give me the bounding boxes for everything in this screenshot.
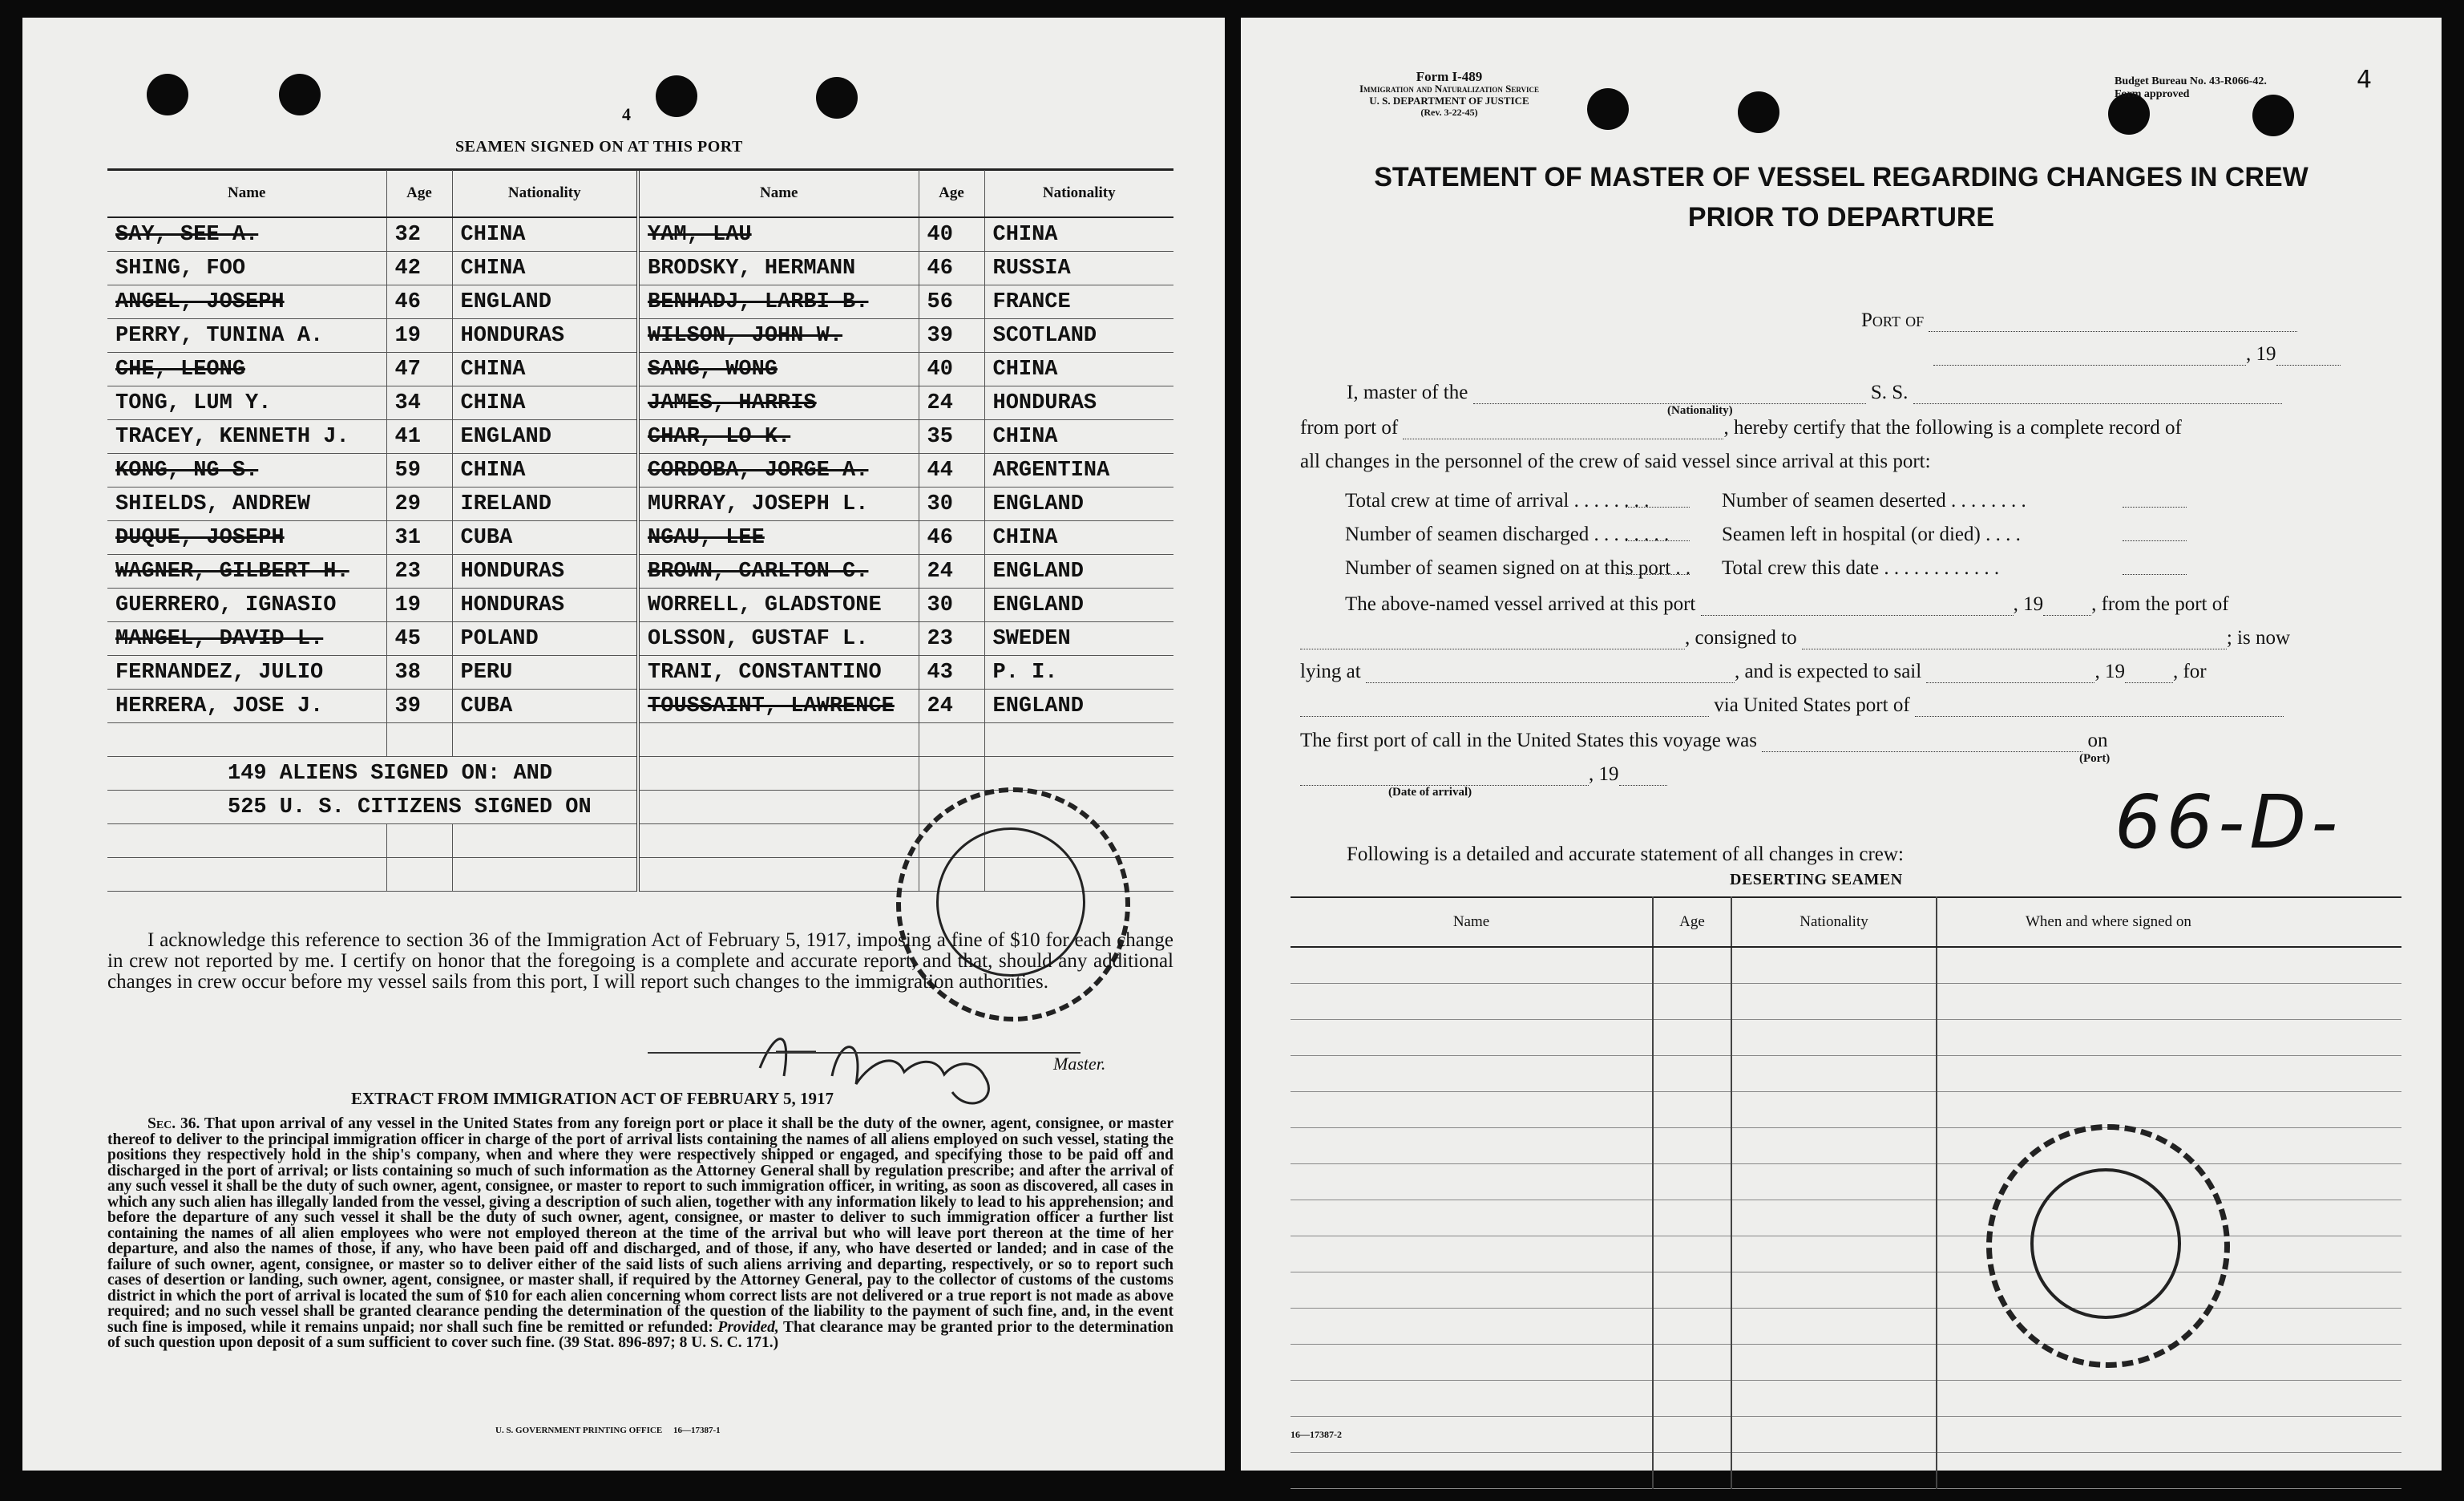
lying-at-label: lying at (1300, 661, 1361, 682)
port-of-row (1861, 310, 2297, 332)
from-port-label: from port of (1300, 417, 1399, 439)
seaman-age: 44 (919, 454, 984, 488)
table-row (1291, 1020, 2401, 1056)
date-row (1933, 343, 2341, 366)
seaman-name: TONG, LUM Y. (107, 386, 386, 420)
totals-row (1345, 552, 2411, 585)
table-row (1291, 1417, 2401, 1453)
seaman-nationality: CHINA (984, 420, 1173, 454)
seaman-age: 38 (386, 656, 452, 690)
sail-year-label: , 19 (2094, 661, 2125, 682)
consigned-row (1300, 627, 2290, 649)
seaman-age: 40 (919, 217, 984, 252)
seaman-name: CORDOBA, JORGE A. (648, 458, 869, 483)
is-now-label: ; is now (2226, 627, 2291, 649)
totals-row (1345, 518, 2411, 552)
sail-year-field[interactable] (2125, 682, 2173, 683)
seamen-signed-on-table (107, 170, 1173, 892)
table-row (107, 386, 1173, 420)
seamen-signed-on-field[interactable] (1626, 552, 1690, 575)
table-row (107, 555, 1173, 589)
seaman-name: SHIELDS, ANDREW (107, 488, 386, 521)
seaman-age: 46 (919, 521, 984, 555)
total-crew-arrival-label: Total crew at time of arrival . . . . . . . . (1345, 490, 1650, 512)
column-header-age: Age (919, 170, 984, 217)
seaman-name: SAY, SEE A. (115, 222, 259, 247)
seaman-nationality: IRELAND (452, 488, 638, 521)
seaman-nationality: HONDURAS (984, 386, 1173, 420)
seaman-name: BRODSKY, HERMANN (638, 252, 919, 285)
right-page (1241, 18, 2442, 1471)
seamen-discharged-field[interactable] (1626, 518, 1690, 541)
seaman-nationality: CHINA (984, 217, 1173, 252)
table-row (1291, 1309, 2401, 1345)
seaman-age: 59 (386, 454, 452, 488)
seamen-deserted-label: Number of seamen deserted . . . . . . . . (1722, 490, 2026, 512)
seaman-nationality: SCOTLAND (984, 319, 1173, 353)
seaman-age: 23 (386, 555, 452, 589)
seamen-hospital-label: Seamen left in hospital (or died) . . . . (1722, 524, 2021, 545)
table-row (1291, 1128, 2401, 1164)
table-row (107, 353, 1173, 386)
seaman-nationality: ENGLAND (984, 488, 1173, 521)
column-header-name: Name (107, 170, 386, 217)
table-row (107, 757, 1173, 791)
table-row (1291, 947, 2401, 984)
nationality-hint: (Nationality) (1667, 404, 1733, 417)
ss-label: S. S. (1870, 382, 1909, 403)
first-port-label: The first port of call in the United States this voyage was (1300, 730, 1758, 751)
date-hint: (Date of arrival) (1388, 786, 1472, 799)
seaman-age: 39 (919, 319, 984, 353)
form-title-line-1: STATEMENT OF MASTER OF VESSEL REGARDING CHANGES IN CREW (1374, 162, 2308, 192)
footer-code: 16—17387-2 (1291, 1429, 1342, 1440)
column-header-age: Age (1653, 897, 1731, 947)
extract-text (107, 1116, 1173, 1351)
seaman-name: GUERRERO, IGNASIO (107, 589, 386, 622)
deserting-seamen-table (1291, 896, 2401, 1489)
seaman-age: 32 (386, 217, 452, 252)
table-row (1291, 1453, 2401, 1489)
agency-name: Immigration and Naturalization Service (1359, 83, 1540, 95)
seaman-age: 30 (919, 589, 984, 622)
date-field[interactable] (1933, 365, 2246, 366)
first-port-row (1300, 730, 2108, 752)
seaman-age: 23 (919, 622, 984, 656)
seaman-nationality: CHINA (984, 521, 1173, 555)
seaman-age: 46 (386, 285, 452, 319)
extract-tail: That clearance may be granted prior to the determination of such question upon deposit of a sum sufficient to cover such fine. (39 Stat. 896-897; 8 U. S. C. 171.) (107, 1318, 1173, 1351)
seaman-name: MANGEL, DAVID L. (115, 626, 324, 651)
budget-info (2115, 75, 2267, 101)
table-row (1291, 1272, 2401, 1309)
seaman-nationality: ENGLAND (984, 589, 1173, 622)
seaman-name: DUQUE, JOSEPH (115, 525, 285, 550)
extract-section: Sec. 36. (147, 1115, 200, 1132)
form-title-line-2: PRIOR TO DEPARTURE (1687, 202, 1995, 233)
seaman-age: 47 (386, 353, 452, 386)
seaman-name: MURRAY, JOSEPH L. (638, 488, 919, 521)
seaman-name: TOUSSAINT, LAWRENCE (648, 694, 895, 718)
destination-field[interactable] (1300, 716, 1709, 717)
arrival-year-label: , 19 (2013, 593, 2044, 615)
citizens-summary: 525 U. S. CITIZENS SIGNED ON (107, 791, 638, 824)
column-header-signed-on: When and where signed on (1937, 897, 2401, 947)
table-row (107, 521, 1173, 555)
table-row (107, 690, 1173, 723)
printer-note: U. S. GOVERNMENT PRINTING OFFICE 16—17387-1 (495, 1426, 721, 1435)
column-header-age: Age (386, 170, 452, 217)
seaman-nationality: ENGLAND (984, 690, 1173, 723)
seaman-nationality: ENGLAND (452, 420, 638, 454)
table-row (1291, 1164, 2401, 1200)
arrival-date-field[interactable] (1701, 615, 2014, 616)
form-title (1241, 157, 2442, 237)
table-row (107, 622, 1173, 656)
port-hint: (Port) (2079, 752, 2111, 765)
left-page (22, 18, 1225, 1471)
seaman-age: 29 (386, 488, 452, 521)
seaman-name: OLSSON, GUSTAF L. (638, 622, 919, 656)
seaman-age: 19 (386, 589, 452, 622)
seaman-age: 34 (386, 386, 452, 420)
seaman-name: NGAU, LEE (648, 525, 765, 550)
totals-grid (1345, 484, 2411, 585)
table-row (1291, 1200, 2401, 1236)
column-header-nationality: Nationality (1731, 897, 1937, 947)
seaman-nationality: CHINA (452, 353, 638, 386)
totals-row (1345, 484, 2411, 518)
table-header-row (1291, 897, 2401, 947)
table-row (107, 319, 1173, 353)
seaman-nationality: CHINA (452, 252, 638, 285)
lying-row (1300, 661, 2207, 683)
form-header (1257, 71, 1642, 119)
seaman-age: 41 (386, 420, 452, 454)
seaman-name: CHAR, LO K. (648, 424, 791, 449)
arrival-row (1345, 593, 2229, 616)
seamen-heading: SEAMEN SIGNED ON AT THIS PORT (455, 138, 743, 156)
seaman-name: TRANI, CONSTANTINO (638, 656, 919, 690)
extract-body: That upon arrival of any vessel in the United States from any foreign port or place it shall be the duty of the owner, agent, consignee, or master thereof to deliver to the principal immigration officer in charge of the port of arrival lists containing the names of all aliens employed on such vessel, stating the positions they respectively hold in the ship's company, when and where they were respectively shipped or engaged, and specifying those to be paid off and discharged in the port of arrival; or lists containing so much of such information as the Attorney General shall by regulation prescribe; and after the arrival of any such vessel it shall be the duty of such owner, agent, consignee, or master to report to such immigration officer, in writing, as soon as discovered, all cases in which any such alien has illegally landed from the vessel, giving a description of such alien, together with any information likely to lead to his apprehension; and before the departure of any such vessel it shall be the duty of such owner, agent, consignee, or master to deliver to such immigration officer a further list containing the names of all alien employees who were not employed thereon at the time of the arrival but who will leave port thereon at the time of her departure, and also the names of those, if any, who have been paid off and discharged, and of those, if any, who have deserted or landed; and in case of the failure of such owner, agent, consignee, or master so to deliver either of the said lists of such aliens arriving and departing, respectively, or so to report such cases of desertion or landing, such owner, agent, consignee, or master shall, if required by the Attorney General, pay to the collector of customs of the customs district in which the port of arrival is located the sum of $10 for each alien concerning whom correct lists are not delivered or a true report is not made as above required; and no such vessel shall be granted clearance pending the determination of the question of the liability to the payment of such fine, and, in the event such fine is imposed, while it remains unpaid; nor shall such fine be remitted or refunded: (107, 1115, 1174, 1336)
binder-hole (147, 74, 188, 115)
aliens-summary: 149 ALIENS SIGNED ON: AND (107, 757, 638, 791)
seaman-nationality: HONDURAS (452, 589, 638, 622)
first-port-field[interactable] (1762, 751, 2082, 752)
seaman-nationality: CHINA (452, 386, 638, 420)
seaman-name: HERRERA, JOSE J. (107, 690, 386, 723)
total-crew-date-field[interactable] (2123, 552, 2187, 575)
seaman-age: 24 (919, 555, 984, 589)
table-row (107, 217, 1173, 252)
table-row (107, 285, 1173, 319)
seaman-name: BROWN, CARLTON C. (648, 559, 869, 584)
total-crew-arrival-field[interactable] (1626, 484, 1690, 508)
seaman-name: WAGNER, GILBERT H. (115, 559, 349, 584)
seaman-age: 35 (919, 420, 984, 454)
binder-hole (279, 74, 321, 115)
corner-page-mark: 4 (2357, 66, 2373, 94)
binder-hole (656, 75, 697, 117)
seaman-name: TRACEY, KENNETH J. (107, 420, 386, 454)
first-arrival-year-label: , 19 (1589, 763, 1619, 785)
seaman-name: SANG, WONG (648, 357, 778, 382)
seaman-nationality: HONDURAS (452, 319, 638, 353)
for-label: , for (2172, 661, 2207, 682)
column-header-name: Name (638, 170, 919, 217)
seaman-age: 31 (386, 521, 452, 555)
seaman-age: 19 (386, 319, 452, 353)
vessel-name-field[interactable] (1913, 403, 2282, 404)
seaman-name: WORRELL, GLADSTONE (638, 589, 919, 622)
master-row (1347, 382, 2282, 404)
extract-heading: EXTRACT FROM IMMIGRATION ACT OF FEBRUARY 5, 1917 (351, 1089, 834, 1108)
table-row (107, 488, 1173, 521)
seaman-nationality: CUBA (452, 690, 638, 723)
extract-provided: Provided, (717, 1318, 779, 1336)
seaman-nationality: ARGENTINA (984, 454, 1173, 488)
seaman-nationality: CUBA (452, 521, 638, 555)
on-label: on (2087, 730, 2108, 751)
arrival-year-field[interactable] (2043, 615, 2091, 616)
first-arrival-year-field[interactable] (1619, 785, 1667, 786)
budget-bureau-number: Budget Bureau No. 43-R066-42. (2115, 75, 2267, 87)
seaman-age: 56 (919, 285, 984, 319)
binder-hole (1738, 91, 1779, 133)
seaman-age: 24 (919, 386, 984, 420)
table-row (1291, 1345, 2401, 1381)
seaman-nationality: CHINA (452, 454, 638, 488)
via-port-field[interactable] (1915, 716, 2284, 717)
table-row (107, 454, 1173, 488)
deserting-heading: DESERTING SEAMEN (1730, 871, 1903, 888)
sail-date-field[interactable] (1926, 682, 2094, 683)
consigned-label: , consigned to (1685, 627, 1797, 649)
seaman-nationality: HONDURAS (452, 555, 638, 589)
seaman-nationality: SWEDEN (984, 622, 1173, 656)
seaman-age: 24 (919, 690, 984, 723)
seamen-discharged-label: Number of seamen discharged . . . . . . . . (1345, 524, 1670, 545)
seamen-deserted-field[interactable] (2123, 484, 2187, 508)
seamen-hospital-field[interactable] (2123, 518, 2187, 541)
seaman-nationality: POLAND (452, 622, 638, 656)
table-row (107, 420, 1173, 454)
form-approved: Form approved (2115, 88, 2190, 100)
seaman-name: YAM, LAU (648, 222, 752, 247)
table-row (107, 723, 1173, 757)
received-stamp-inner (2030, 1168, 2181, 1319)
seaman-nationality: PERU (452, 656, 638, 690)
seaman-nationality: CHINA (452, 217, 638, 252)
acknowledgement-text: I acknowledge this reference to section 36 of the Immigration Act of February 5, 1917, imposing a fine of $10 for each change in crew not reported by me. I certify on honor that the foregoing is a complete and accurate report, and that, should any additional changes in crew occur before my vessel sails from this port, I will report such changes to the immigration authorities. (107, 929, 1173, 993)
seaman-age: 46 (919, 252, 984, 285)
port-of-field[interactable] (1929, 331, 2297, 332)
via-port-label: via United States port of (1714, 694, 1910, 716)
form-number: Form I-489 (1416, 69, 1483, 84)
seaman-nationality: CHINA (984, 353, 1173, 386)
department-name: U. S. DEPARTMENT OF JUSTICE (1369, 95, 1529, 107)
year-field[interactable] (2276, 365, 2341, 366)
seaman-name: CHE, LEONG (115, 357, 246, 382)
table-row (1291, 1056, 2401, 1092)
column-header-nationality: Nationality (984, 170, 1173, 217)
lying-at-field[interactable] (1366, 682, 1735, 683)
seaman-age: 43 (919, 656, 984, 690)
seaman-nationality: RUSSIA (984, 252, 1173, 285)
seaman-age: 39 (386, 690, 452, 723)
seaman-age: 40 (919, 353, 984, 386)
seaman-name: JAMES, HARRIS (648, 390, 817, 415)
column-header-nationality: Nationality (452, 170, 638, 217)
from-the-port-label: , from the port of (2091, 593, 2229, 615)
handwritten-note: 66-D- (2115, 779, 2343, 865)
seaman-age: 45 (386, 622, 452, 656)
seaman-name: FERNANDEZ, JULIO (107, 656, 386, 690)
seaman-name: KONG, NG S. (115, 458, 259, 483)
table-header-row (107, 170, 1173, 217)
table-row (1291, 1092, 2401, 1128)
seaman-name: WILSON, JOHN W. (648, 323, 843, 348)
table-row (1291, 1381, 2401, 1417)
seaman-name: SHING, FOO (107, 252, 386, 285)
arrival-date-row (1300, 763, 1667, 786)
seaman-nationality: FRANCE (984, 285, 1173, 319)
arrived-label: The above-named vessel arrived at this port (1345, 593, 1696, 615)
seamen-signed-on-label: Number of seamen signed on at this port . . (1345, 557, 1691, 579)
page-number: 4 (622, 104, 631, 124)
expected-sail-label: , and is expected to sail (1734, 661, 1922, 682)
seaman-nationality: P. I. (984, 656, 1173, 690)
master-of-label: I, master of the (1347, 382, 1468, 403)
from-port-row (1300, 417, 2182, 439)
column-header-name: Name (1291, 897, 1653, 947)
seaman-nationality: ENGLAND (984, 555, 1173, 589)
table-row (1291, 984, 2401, 1020)
table-row (107, 252, 1173, 285)
seaman-name: PERRY, TUNINA A. (107, 319, 386, 353)
following-text: Following is a detailed and accurate statement of all changes in crew: (1347, 844, 1904, 865)
year-label: , 19 (2246, 343, 2276, 365)
table-row (107, 656, 1173, 690)
all-changes-text: all changes in the personnel of the crew of said vessel since arrival at this port: (1300, 451, 1931, 472)
signature-line (648, 1052, 1081, 1054)
total-crew-date-label: Total crew this date . . . . . . . . . . . . (1722, 557, 2000, 579)
revision-date: (Rev. 3-22-45) (1420, 107, 1478, 118)
seaman-name: BENHADJ, LARBI B. (648, 289, 869, 314)
seaman-age: 30 (919, 488, 984, 521)
certify-text: , hereby certify that the following is a complete record of (1723, 417, 2182, 439)
table-row (1291, 1236, 2401, 1272)
table-row (107, 589, 1173, 622)
port-of-label: Port of (1861, 310, 1925, 331)
seaman-name: ANGEL, JOSEPH (115, 289, 285, 314)
via-row (1300, 694, 2284, 717)
binder-hole (816, 77, 858, 119)
seaman-nationality: ENGLAND (452, 285, 638, 319)
master-label: Master. (1053, 1054, 1106, 1074)
seaman-age: 42 (386, 252, 452, 285)
